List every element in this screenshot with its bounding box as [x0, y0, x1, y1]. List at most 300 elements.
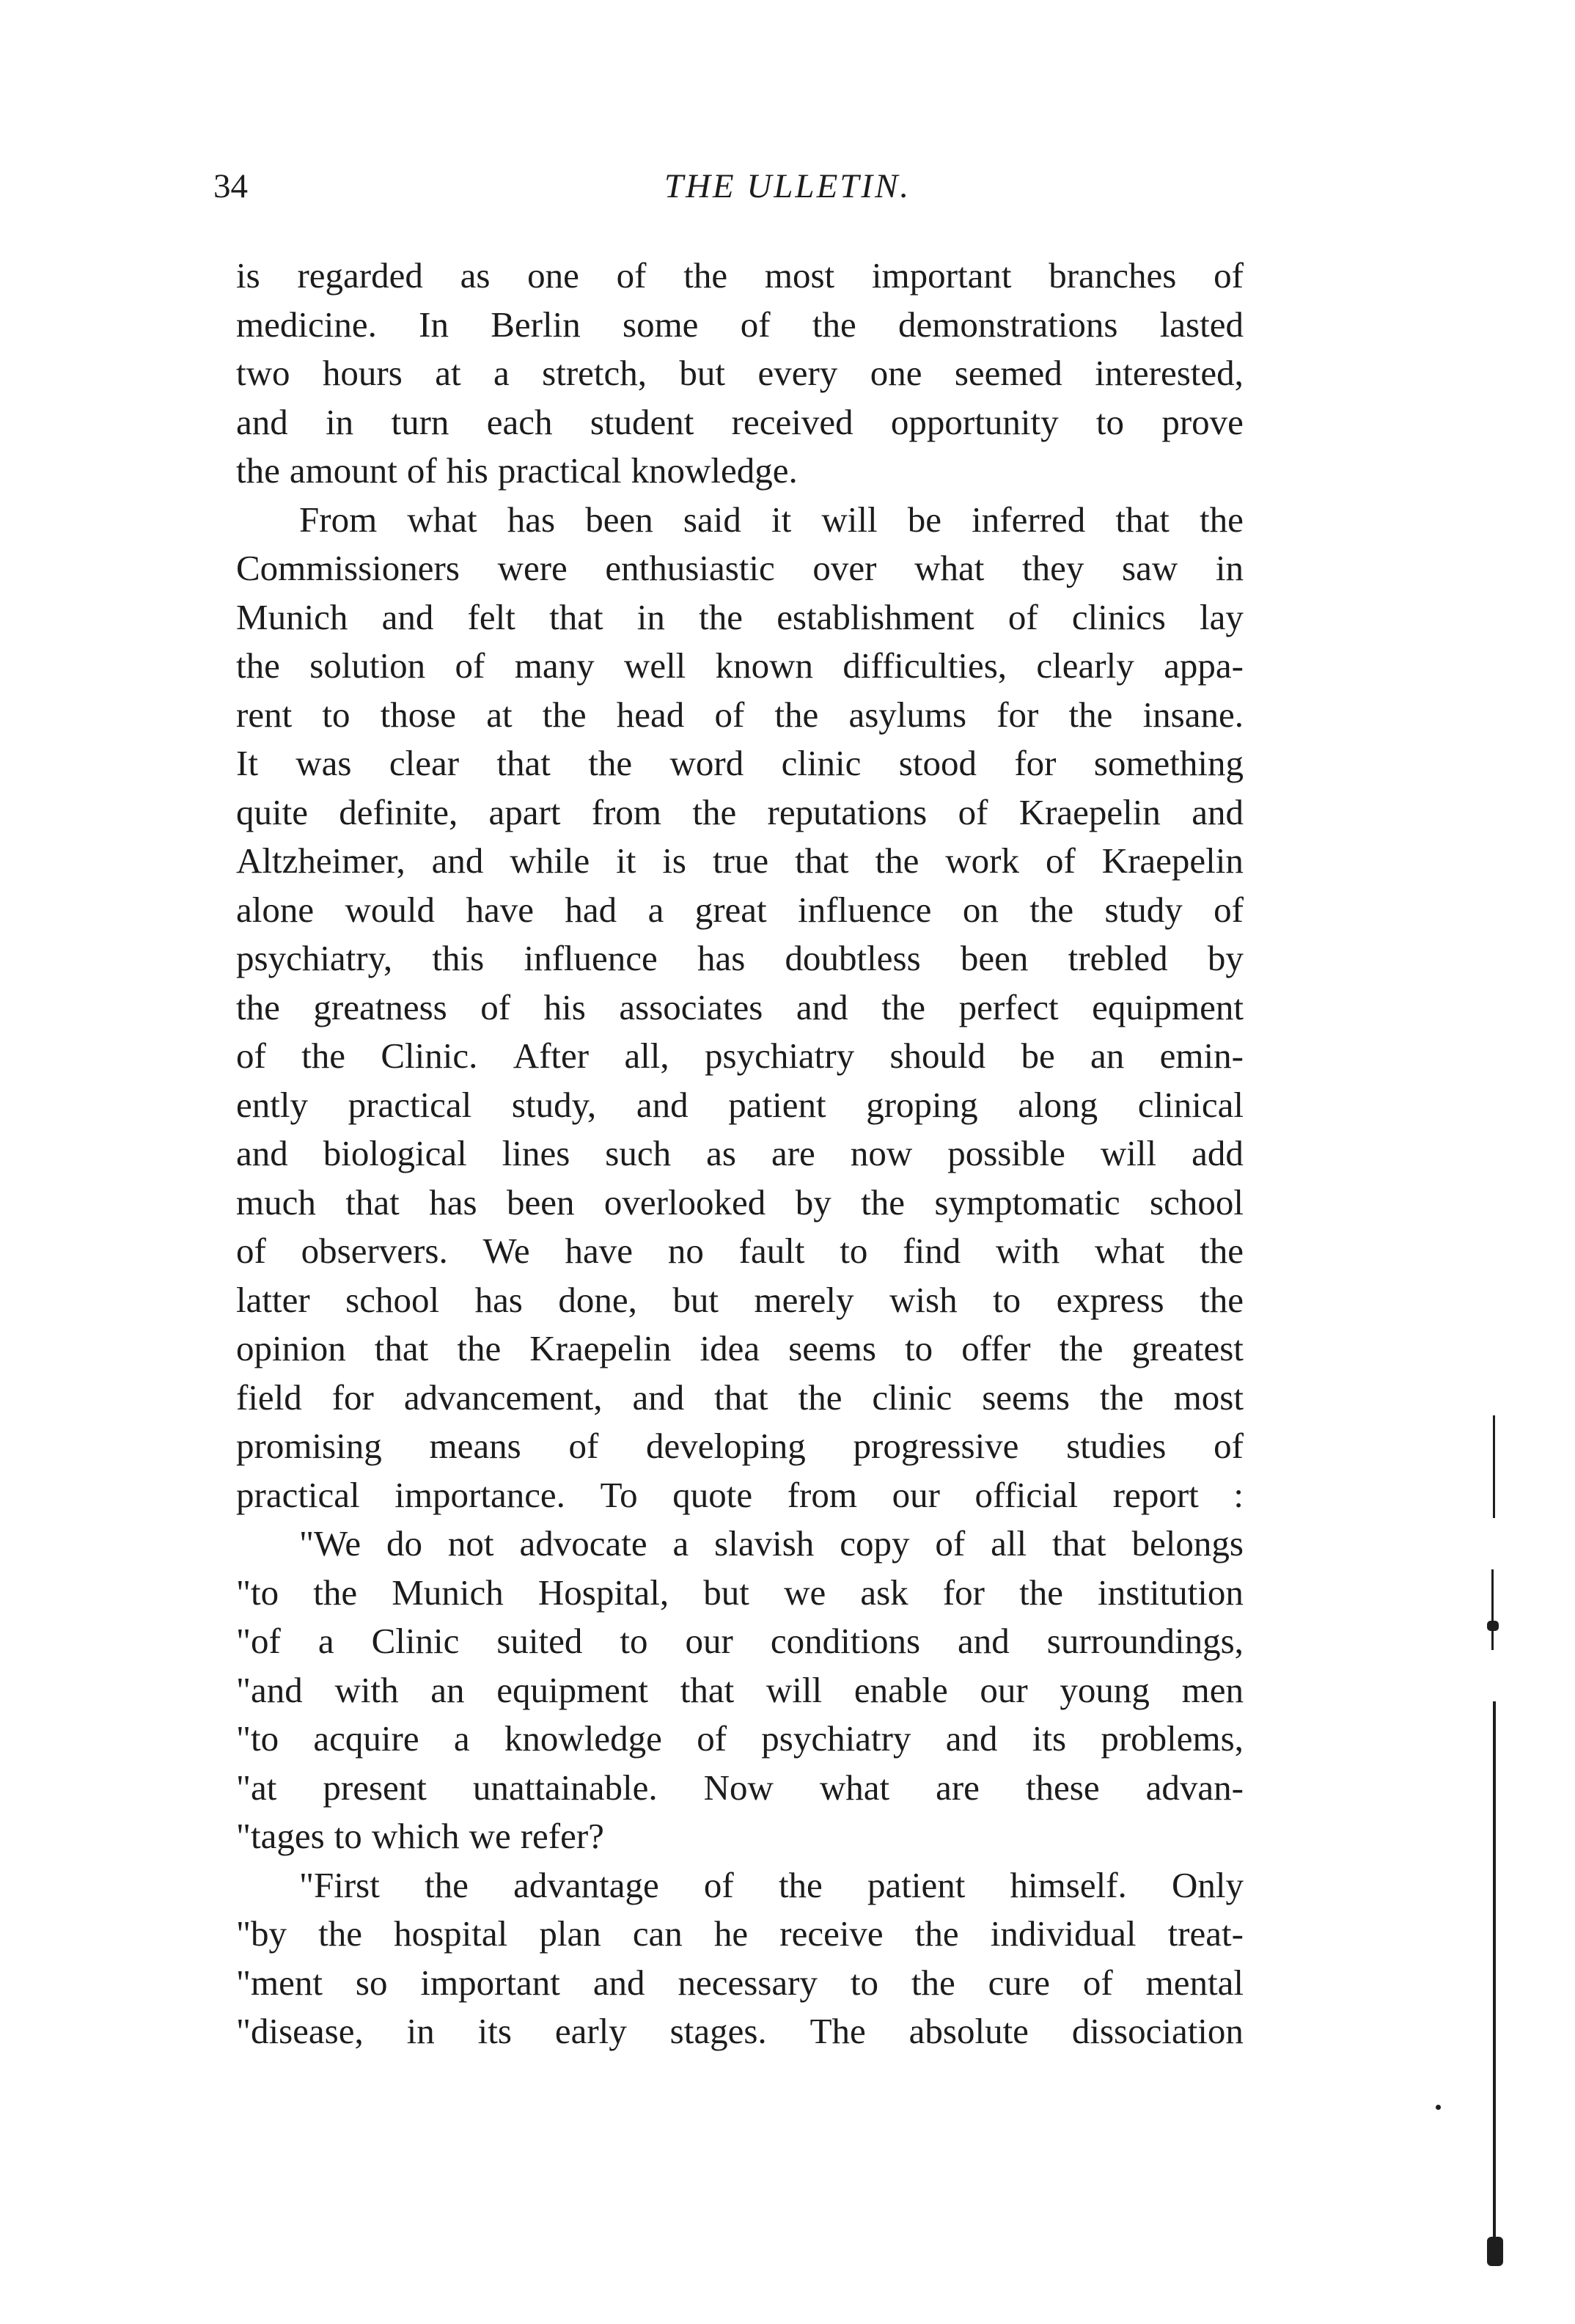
word: trebled — [1068, 938, 1168, 978]
word: has — [429, 1181, 477, 1223]
word: surroundings, — [1046, 1621, 1244, 1661]
word: its — [1032, 1718, 1067, 1759]
word: is — [236, 255, 260, 296]
word: From — [299, 499, 378, 540]
text-line — [236, 496, 1244, 545]
word: the — [236, 645, 280, 686]
word: each — [486, 401, 553, 442]
word: well — [623, 645, 686, 686]
word: clinic — [872, 1377, 952, 1418]
word: After — [513, 1035, 590, 1076]
word: these — [1025, 1767, 1100, 1808]
running-head: THE ULLETIN. — [664, 167, 911, 205]
word: is — [662, 840, 686, 881]
word: can — [632, 1913, 683, 1954]
word: practical — [236, 1474, 360, 1515]
word: an — [430, 1669, 465, 1710]
word: but — [672, 1279, 719, 1320]
word: saw — [1122, 548, 1178, 588]
word: "First — [299, 1864, 380, 1905]
word: Now — [703, 1767, 774, 1808]
word: advancement, — [403, 1377, 603, 1418]
word: from — [787, 1474, 857, 1515]
word: developing — [646, 1426, 806, 1466]
word: field — [236, 1377, 302, 1418]
word: important — [871, 255, 1012, 296]
word: greatest — [1131, 1328, 1244, 1368]
word: prove — [1161, 401, 1244, 442]
word: of — [703, 1864, 734, 1905]
text-line — [236, 252, 1244, 301]
word: clearly — [1036, 645, 1134, 686]
word: have — [565, 1231, 633, 1271]
word: psychiatry, — [236, 938, 393, 978]
word: those — [380, 694, 457, 735]
word: had — [565, 889, 617, 930]
word: on — [962, 889, 999, 930]
word: some — [623, 304, 699, 345]
word: true — [712, 840, 769, 881]
word: necessary — [678, 1962, 818, 2003]
word: word — [669, 743, 744, 783]
word: progressive — [853, 1426, 1019, 1466]
word: but — [703, 1572, 749, 1613]
word: problems, — [1101, 1718, 1244, 1759]
word: and — [592, 1962, 645, 2003]
word: what — [407, 499, 477, 540]
word: importance. — [394, 1474, 565, 1515]
word: equipment — [1092, 986, 1244, 1027]
word: quote — [672, 1474, 753, 1515]
word: and — [958, 1621, 1010, 1661]
word: a — [453, 1718, 470, 1759]
word: offer — [961, 1328, 1031, 1368]
word: lasted — [1159, 304, 1244, 345]
margin-rule — [1493, 1415, 1495, 1518]
word: influence — [798, 889, 932, 930]
word: for — [942, 1572, 985, 1613]
margin-rule — [1491, 1569, 1494, 1650]
word: fault — [738, 1231, 805, 1271]
word: should — [889, 1035, 986, 1076]
word: emin- — [1159, 1035, 1244, 1076]
word: this — [432, 938, 485, 978]
word: interested, — [1095, 353, 1244, 393]
word: find — [903, 1231, 961, 1271]
word: report — [1112, 1474, 1199, 1515]
word: what — [914, 548, 985, 588]
word: "at — [236, 1767, 277, 1808]
word: seemed — [954, 353, 1062, 393]
word: and — [431, 840, 484, 881]
word: the — [812, 304, 856, 345]
word: advan- — [1145, 1767, 1244, 1808]
word: reputations — [767, 791, 928, 832]
text-line — [236, 1617, 1244, 1666]
word: establishment — [777, 596, 974, 637]
text-line — [236, 1324, 1244, 1374]
word: our — [892, 1474, 940, 1515]
word: and — [945, 1718, 998, 1759]
word: asylums — [848, 694, 967, 735]
word: great — [694, 889, 767, 930]
text-line — [236, 301, 1244, 350]
text-line — [236, 1959, 1244, 2008]
word: felt — [467, 596, 515, 637]
word: rent — [236, 694, 293, 735]
word: of — [697, 1718, 727, 1759]
text-line — [236, 398, 1244, 447]
page-number: 34 — [213, 167, 248, 205]
word: our — [685, 1621, 733, 1661]
word: two — [236, 353, 290, 393]
text-line — [236, 1422, 1244, 1471]
word: merely — [754, 1279, 854, 1320]
word: the — [457, 1328, 502, 1368]
word: of — [236, 1231, 266, 1271]
word: Kraepelin — [529, 1328, 672, 1368]
word: in — [1215, 548, 1244, 588]
word: its — [477, 2011, 512, 2051]
word: add — [1192, 1133, 1244, 1173]
word: regarded — [297, 255, 423, 296]
text-line — [236, 1520, 1244, 1569]
word: the — [861, 1181, 906, 1223]
word: so — [355, 1962, 388, 2003]
word: the — [1059, 1328, 1104, 1368]
word: of — [1214, 255, 1244, 296]
word: "to — [236, 1718, 279, 1759]
word: inferred — [972, 499, 1086, 540]
word: of — [455, 645, 485, 686]
word: wish — [889, 1279, 958, 1320]
word: mental — [1145, 1962, 1244, 2003]
word: it — [771, 499, 792, 540]
word: advantage — [513, 1864, 659, 1905]
word: school — [1150, 1181, 1244, 1223]
word: lines — [502, 1133, 570, 1173]
word: for — [996, 694, 1039, 735]
word: over — [812, 548, 877, 588]
word: the — [542, 694, 587, 735]
word: with — [334, 1669, 399, 1710]
word: do — [386, 1523, 422, 1564]
word: dissociation — [1071, 2011, 1244, 2051]
word: and — [381, 596, 434, 637]
word: of — [935, 1523, 966, 1564]
word: to — [905, 1328, 933, 1368]
word: that — [1052, 1523, 1106, 1564]
word: to — [840, 1231, 868, 1271]
word: latter — [236, 1279, 310, 1320]
word: "by — [236, 1913, 287, 1954]
word: they — [1022, 548, 1084, 588]
text-line — [236, 1666, 1244, 1715]
word: the — [318, 1913, 362, 1954]
word: are — [936, 1767, 980, 1808]
word: apart — [488, 791, 561, 832]
word: express — [1056, 1279, 1164, 1320]
word: studies — [1066, 1426, 1167, 1466]
word: done, — [558, 1279, 637, 1320]
word: amount — [289, 450, 397, 491]
text-line — [236, 1227, 1244, 1276]
word: the — [1099, 1377, 1144, 1418]
word: copy — [840, 1523, 910, 1564]
word: young — [1060, 1669, 1150, 1710]
word: that — [680, 1669, 735, 1710]
word: with — [996, 1231, 1060, 1271]
word: hours — [322, 353, 403, 393]
word: of — [616, 255, 647, 296]
word: the — [1019, 1572, 1063, 1613]
word: by — [795, 1181, 831, 1223]
word: opportunity — [890, 401, 1059, 442]
word: from — [591, 791, 662, 832]
word: clear — [389, 743, 460, 783]
word: which — [371, 1816, 460, 1856]
word: and — [796, 986, 848, 1027]
word: perfect — [958, 986, 1059, 1027]
word: the — [798, 1377, 842, 1418]
word: stages. — [669, 2011, 767, 2051]
word: have — [466, 889, 534, 930]
word: and — [1192, 791, 1244, 832]
word: seems — [982, 1377, 1070, 1418]
word: Clinic. — [381, 1035, 478, 1076]
word: the — [1068, 694, 1113, 735]
word: one — [527, 255, 579, 296]
word: the — [683, 255, 728, 296]
word: belongs — [1131, 1523, 1244, 1564]
margin-rule — [1493, 1701, 1496, 2259]
word: "tages — [236, 1816, 325, 1856]
word: much — [236, 1181, 316, 1223]
word: In — [419, 304, 449, 345]
word: observers. — [301, 1231, 448, 1271]
word: the — [301, 1035, 346, 1076]
margin-dot — [1436, 2105, 1441, 2110]
word: practical — [497, 450, 622, 491]
word: what — [1095, 1231, 1165, 1271]
word: and — [236, 401, 288, 442]
word: symptomatic — [934, 1181, 1120, 1223]
text-line — [236, 593, 1244, 642]
word: that — [795, 840, 849, 881]
word: will — [821, 499, 878, 540]
body-text — [236, 252, 1244, 2056]
word: present — [323, 1767, 427, 1808]
text-line — [236, 1861, 1244, 1910]
word: ask — [860, 1572, 908, 1613]
text-line — [236, 934, 1244, 983]
word: were — [497, 548, 568, 588]
word: of — [958, 791, 988, 832]
word: equipment — [496, 1669, 649, 1710]
word: will — [1100, 1133, 1157, 1173]
word: that — [549, 596, 603, 637]
word: "We — [299, 1523, 361, 1564]
text-line — [236, 1471, 1244, 1520]
word: men — [1181, 1669, 1244, 1710]
word: to — [620, 1621, 648, 1661]
word: opinion — [236, 1328, 346, 1368]
text-line — [236, 1374, 1244, 1423]
word: was — [295, 743, 352, 783]
word: the — [774, 694, 819, 735]
word: turn — [391, 401, 449, 442]
word: Kraepelin — [1101, 840, 1244, 881]
word: possible — [947, 1133, 1065, 1173]
word: doubtless — [785, 938, 921, 978]
word: suited — [496, 1621, 583, 1661]
word: psychiatry — [705, 1035, 855, 1076]
word: been — [960, 938, 1029, 978]
word: "ment — [236, 1962, 323, 2003]
word: every — [757, 353, 838, 393]
text-line — [236, 788, 1244, 837]
word: Commissioners — [236, 548, 460, 588]
word: To — [600, 1474, 638, 1515]
word: a — [672, 1523, 689, 1564]
word: and — [636, 1084, 689, 1125]
word: the — [588, 743, 633, 783]
word: the — [1200, 499, 1244, 540]
word: patient — [728, 1084, 826, 1125]
word: received — [731, 401, 853, 442]
text-line — [236, 2007, 1244, 2056]
word: no — [667, 1231, 704, 1271]
word: to — [334, 1816, 362, 1856]
word: associates — [619, 986, 763, 1027]
word: early — [554, 2011, 627, 2051]
word: a — [493, 353, 510, 393]
word: to — [993, 1279, 1021, 1320]
text-line — [236, 739, 1244, 788]
word: but — [679, 353, 726, 393]
word: individual — [990, 1913, 1137, 1954]
word: We — [482, 1231, 530, 1271]
word: Berlin — [491, 304, 581, 345]
word: cure — [988, 1962, 1050, 2003]
word: Altzheimer, — [236, 840, 405, 881]
word: unattainable. — [472, 1767, 658, 1808]
word: Hospital, — [537, 1572, 669, 1613]
word: alone — [236, 889, 315, 930]
word: of — [406, 450, 437, 491]
word: : — [1233, 1474, 1244, 1515]
word: the — [881, 986, 926, 1027]
word: "to — [236, 1572, 279, 1613]
word: knowledge. — [631, 450, 798, 491]
text-line — [236, 1764, 1244, 1813]
word: been — [506, 1181, 575, 1223]
word: of — [1082, 1962, 1113, 2003]
word: our — [980, 1669, 1028, 1710]
text-line — [236, 1715, 1244, 1764]
word: appa- — [1164, 645, 1244, 686]
word: plan — [539, 1913, 601, 1954]
text-line — [236, 544, 1244, 593]
text-line — [236, 642, 1244, 691]
word: of — [1214, 1426, 1244, 1466]
word: be — [1021, 1035, 1055, 1076]
word: greatness — [313, 986, 447, 1027]
word: and — [632, 1377, 685, 1418]
word: be — [907, 499, 942, 540]
margin-mark — [1487, 1621, 1499, 1631]
word: clinic — [781, 743, 862, 783]
word: would — [345, 889, 436, 930]
word: most — [764, 255, 835, 296]
word: Clinic — [371, 1621, 460, 1661]
word: has — [697, 938, 746, 978]
word: the — [1200, 1231, 1244, 1271]
word: many — [514, 645, 595, 686]
word: overlooked — [603, 1181, 766, 1223]
word: difficulties, — [842, 645, 1007, 686]
word: Munich — [236, 596, 348, 637]
word: idea — [700, 1328, 760, 1368]
word: something — [1093, 743, 1244, 783]
word: for — [331, 1377, 374, 1418]
word: definite, — [339, 791, 458, 832]
word: clinical — [1137, 1084, 1244, 1125]
word: all, — [624, 1035, 669, 1076]
word: all — [991, 1523, 1027, 1564]
word: now — [850, 1133, 913, 1173]
word: and — [236, 1133, 288, 1173]
word: "disease, — [236, 2011, 364, 2051]
word: an — [1090, 1035, 1125, 1076]
word: at — [435, 353, 461, 393]
word: influence — [524, 938, 658, 978]
word: are — [771, 1133, 815, 1173]
word: in — [326, 401, 354, 442]
word: along — [1018, 1084, 1098, 1125]
word: insane. — [1142, 694, 1244, 735]
word: the — [699, 596, 743, 637]
word: as — [460, 255, 491, 296]
text-line — [236, 1812, 1244, 1861]
word: known — [715, 645, 814, 686]
word: at — [486, 694, 513, 735]
word: ently — [236, 1084, 308, 1125]
word: the — [778, 1864, 823, 1905]
word: of — [714, 694, 745, 735]
word: of — [1045, 840, 1076, 881]
text-line — [236, 691, 1244, 740]
word: institution — [1098, 1572, 1244, 1613]
word: study — [1104, 889, 1183, 930]
word: "of — [236, 1621, 281, 1661]
word: he — [713, 1913, 749, 1954]
word: such — [605, 1133, 672, 1173]
word: said — [683, 499, 741, 540]
word: knowledge — [504, 1718, 662, 1759]
word: in — [636, 596, 665, 637]
word: the — [1200, 1279, 1244, 1320]
word: we — [784, 1572, 826, 1613]
word: official — [974, 1474, 1079, 1515]
text-line — [236, 1179, 1244, 1228]
word: has — [474, 1279, 523, 1320]
word: enthusiastic — [605, 548, 775, 588]
word: of — [236, 1035, 266, 1076]
word: work — [945, 840, 1020, 881]
word: of — [1007, 596, 1038, 637]
text-line — [236, 1129, 1244, 1179]
